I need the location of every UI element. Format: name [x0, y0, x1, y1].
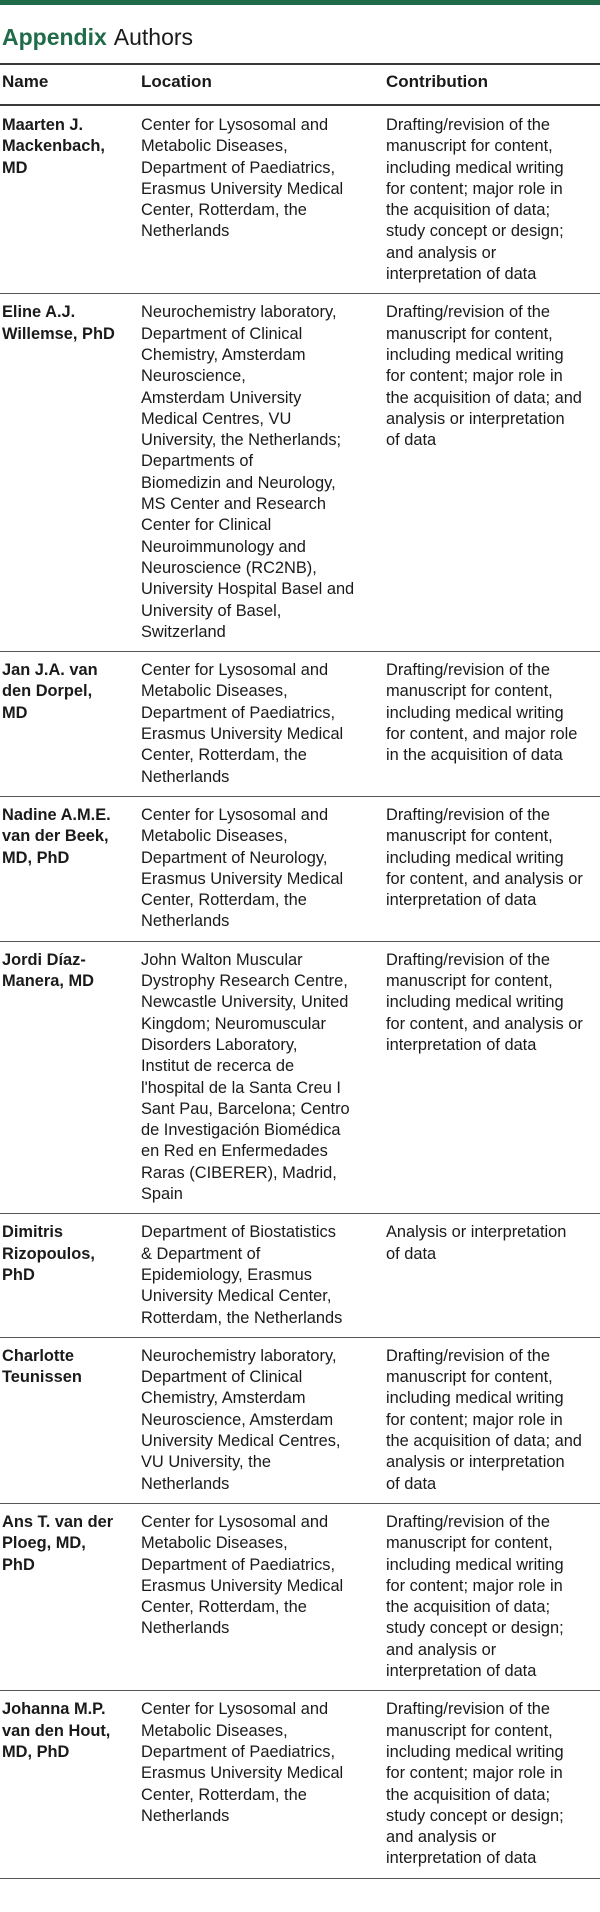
author-location-line: Center, Rotterdam, the	[141, 746, 307, 765]
author-name-line: Ploeg, MD,	[2, 1534, 86, 1553]
author-location-line: Center for Lysosomal and	[141, 1513, 329, 1531]
table-row	[0, 107, 600, 294]
author-location-line: Switzerland	[141, 622, 226, 641]
author-location-line: Erasmus University Medical	[141, 1764, 344, 1783]
author-contribution	[386, 1346, 598, 1495]
author-contribution-line: for content; major role in	[386, 367, 563, 386]
author-contribution-line: and analysis or	[386, 1640, 497, 1659]
column-header-name: Name	[2, 72, 49, 91]
author-location	[141, 660, 374, 788]
author-name	[2, 950, 135, 993]
author-contribution-line: the acquisition of data;	[386, 1785, 551, 1804]
author-contribution-line: including medical writing	[386, 1555, 564, 1574]
author-contribution-line: Drafting/revision of the	[386, 1513, 550, 1531]
author-location-line: Chemistry, Amsterdam	[141, 1389, 306, 1408]
author-location-line: Department of Paediatrics,	[141, 1555, 336, 1574]
author-location-line: Netherlands	[141, 912, 230, 931]
author-contribution-line: including medical writing	[386, 345, 564, 364]
table-row	[0, 942, 600, 1215]
author-location-line: Department of Neurology,	[141, 848, 328, 867]
author-location-line: Center for Lysosomal and	[141, 1700, 329, 1719]
author-contribution-line: interpretation of data	[386, 265, 537, 284]
author-contribution-line: Analysis or interpretation	[386, 1223, 567, 1242]
author-contribution	[386, 950, 598, 1056]
author-location-line: Disorders Laboratory,	[141, 1035, 298, 1054]
author-location	[141, 1222, 374, 1328]
header-bottom-rule	[0, 104, 600, 106]
author-location-line: Neurochemistry laboratory,	[141, 1346, 337, 1365]
author-location-line: Department of Clinical	[141, 1368, 303, 1387]
author-name-line: PhD	[2, 1555, 35, 1574]
author-name	[2, 1346, 135, 1389]
author-name	[2, 660, 135, 724]
table-row	[0, 1338, 600, 1504]
author-contribution-line: manuscript for content,	[386, 1368, 553, 1387]
author-location-line: l'hospital de la Santa Creu I	[141, 1078, 341, 1097]
author-name-line: Jan J.A. van	[2, 661, 98, 680]
author-name-line: Nadine A.M.E.	[2, 806, 111, 824]
author-contribution-line: for content, and major role	[386, 725, 578, 744]
author-contribution-line: for content; major role in	[386, 1764, 563, 1783]
author-name-line: Rizopoulos,	[2, 1244, 95, 1263]
author-location	[141, 805, 374, 933]
author-location-line: Metabolic Diseases,	[141, 1534, 288, 1553]
author-contribution-line: the acquisition of data; and	[386, 1432, 582, 1451]
author-contribution-line: manuscript for content,	[386, 682, 553, 701]
author-name-line: van den Hout,	[2, 1721, 111, 1740]
author-name	[2, 1512, 135, 1576]
author-contribution-line: Drafting/revision of the	[386, 661, 550, 680]
author-location-line: Chemistry, Amsterdam	[141, 345, 306, 364]
author-contribution-line: and analysis or	[386, 243, 497, 262]
author-contribution-line: study concept or design;	[386, 1806, 564, 1825]
author-contribution-line: in the acquisition of data	[386, 746, 563, 765]
author-name	[2, 1222, 135, 1286]
author-location-line: Erasmus University Medical	[141, 869, 344, 888]
author-name-line: MD, PhD	[2, 848, 70, 867]
appendix-label: Appendix	[2, 24, 107, 50]
author-location-line: Netherlands	[141, 1619, 230, 1638]
author-location-line: Netherlands	[141, 1806, 230, 1825]
author-contribution-line: study concept or design;	[386, 1619, 564, 1638]
author-name-line: MD	[2, 158, 28, 177]
author-location	[141, 1512, 374, 1640]
author-name-line: Johanna M.P.	[2, 1700, 106, 1719]
author-location-line: en Red en Enfermedades	[141, 1142, 328, 1161]
author-contribution-line: interpretation of data	[386, 891, 537, 910]
author-location-line: Erasmus University Medical	[141, 179, 344, 198]
author-contribution-line: the acquisition of data; and	[386, 388, 582, 407]
table-row	[0, 797, 600, 942]
author-location-line: Neuroscience,	[141, 367, 246, 386]
author-location-line: Kingdom; Neuromuscular	[141, 1014, 326, 1033]
author-location-line: MS Center and Research	[141, 495, 326, 514]
author-name	[2, 302, 135, 345]
table-row	[0, 1214, 600, 1338]
author-contribution-line: including medical writing	[386, 848, 564, 867]
author-location-line: Netherlands	[141, 767, 230, 786]
author-location-line: Biomedizin and Neurology,	[141, 473, 336, 492]
author-location-line: & Department of	[141, 1244, 261, 1263]
author-contribution-line: study concept or design;	[386, 222, 564, 241]
author-contribution-line: manuscript for content,	[386, 1534, 553, 1553]
author-location-line: Raras (CIBERER), Madrid,	[141, 1163, 337, 1182]
author-location-line: Center, Rotterdam, the	[141, 891, 307, 910]
author-contribution-line: the acquisition of data;	[386, 1598, 551, 1617]
author-location	[141, 950, 374, 1206]
author-contribution-line: for content; major role in	[386, 1410, 563, 1429]
author-contribution	[386, 660, 598, 766]
author-location	[141, 302, 374, 643]
author-location-line: Neuroscience, Amsterdam	[141, 1410, 334, 1429]
author-location-line: Spain	[141, 1185, 183, 1204]
author-contribution-line: including medical writing	[386, 158, 564, 177]
author-location-line: Department of Paediatrics,	[141, 703, 336, 722]
author-location-line: Medical Centres, VU	[141, 409, 292, 428]
author-contribution-line: including medical writing	[386, 1389, 564, 1408]
author-location-line: Dystrophy Research Centre,	[141, 972, 348, 991]
header-top-rule	[0, 63, 600, 65]
author-contribution-line: analysis or interpretation	[386, 1453, 565, 1472]
appendix-title	[2, 22, 193, 52]
author-name-line: MD, PhD	[2, 1742, 70, 1761]
author-location-line: VU University, the	[141, 1453, 271, 1472]
author-contribution-line: for content, and analysis or	[386, 869, 583, 888]
author-name	[2, 1699, 135, 1763]
table-row	[0, 294, 600, 652]
author-contribution-line: including medical writing	[386, 703, 564, 722]
author-name	[2, 805, 135, 869]
author-location-line: Erasmus University Medical	[141, 725, 344, 744]
author-location-line: University Hospital Basel and	[141, 580, 355, 599]
author-name-line: Dimitris	[2, 1223, 64, 1242]
author-contribution-line: manuscript for content,	[386, 324, 553, 343]
top-accent-rule	[0, 0, 600, 5]
author-contribution-line: manuscript for content,	[386, 1721, 553, 1740]
author-name-line: Willemse, PhD	[2, 324, 115, 343]
author-location-line: Sant Pau, Barcelona; Centro	[141, 1099, 350, 1118]
author-location-line: Neuroimmunology and	[141, 537, 306, 556]
author-location-line: de Investigación Biomédica	[141, 1121, 341, 1140]
author-contribution-line: Drafting/revision of the	[386, 116, 550, 134]
author-contribution-line: for content; major role in	[386, 179, 563, 198]
table-row	[0, 1691, 600, 1878]
author-contribution-line: Drafting/revision of the	[386, 1700, 550, 1719]
author-location-line: University Medical Center,	[141, 1287, 332, 1306]
author-location-line: Newcastle University, United	[141, 993, 349, 1012]
author-location-line: John Walton Muscular	[141, 950, 303, 969]
author-location-line: Department of Clinical	[141, 324, 303, 343]
column-header-location: Location	[141, 72, 212, 91]
author-name-line: Maarten J.	[2, 116, 84, 134]
column-header-contribution: Contribution	[386, 72, 488, 91]
author-location-line: Center, Rotterdam, the	[141, 1598, 307, 1617]
author-location-line: Metabolic Diseases,	[141, 827, 288, 846]
author-location-line: Departments of	[141, 452, 254, 471]
authors-label: Authors	[113, 24, 194, 50]
author-contribution-line: and analysis or	[386, 1828, 497, 1847]
author-contribution	[386, 115, 598, 285]
author-name-line: Jordi Díaz-	[2, 950, 86, 969]
author-name-line: PhD	[2, 1265, 35, 1284]
author-contribution-line: Drafting/revision of the	[386, 303, 550, 322]
author-location-line: Department of Paediatrics,	[141, 1742, 336, 1761]
author-location-line: Center for Lysosomal and	[141, 661, 329, 680]
author-name-line: MD	[2, 703, 28, 722]
author-contribution-line: manuscript for content,	[386, 137, 553, 156]
author-location-line: Center for Clinical	[141, 516, 272, 535]
author-contribution	[386, 1222, 598, 1265]
author-contribution-line: of data	[386, 1474, 437, 1493]
author-contribution	[386, 1699, 598, 1869]
author-location-line: Netherlands	[141, 1474, 230, 1493]
author-location	[141, 115, 374, 243]
author-name-line: den Dorpel,	[2, 682, 93, 701]
author-location	[141, 1699, 374, 1827]
author-contribution-line: for content; major role in	[386, 1576, 563, 1595]
author-location-line: Metabolic Diseases,	[141, 682, 288, 701]
author-location-line: Erasmus University Medical	[141, 1576, 344, 1595]
author-location-line: Center, Rotterdam, the	[141, 1785, 307, 1804]
author-contribution-line: manuscript for content,	[386, 972, 553, 991]
author-name-line: Eline A.J.	[2, 303, 76, 322]
author-contribution-line: manuscript for content,	[386, 827, 553, 846]
author-location-line: Department of Biostatistics	[141, 1223, 336, 1242]
author-location-line: Netherlands	[141, 222, 230, 241]
author-location-line: University, the Netherlands;	[141, 431, 342, 450]
author-contribution-line: Drafting/revision of the	[386, 950, 550, 969]
author-name-line: Ans T. van der	[2, 1513, 114, 1531]
table-row	[0, 652, 600, 797]
author-contribution-line: interpretation of data	[386, 1662, 537, 1681]
author-contribution-line: Drafting/revision of the	[386, 1346, 550, 1365]
author-location-line: Center for Lysosomal and	[141, 116, 329, 134]
author-name	[2, 115, 135, 179]
author-location-line: Rotterdam, the Netherlands	[141, 1308, 343, 1327]
author-name-line: van der Beek,	[2, 827, 109, 846]
author-location-line: Metabolic Diseases,	[141, 137, 288, 156]
author-contribution	[386, 1512, 598, 1682]
author-location-line: Department of Paediatrics,	[141, 158, 336, 177]
author-contribution-line: interpretation of data	[386, 1035, 537, 1054]
author-location-line: Metabolic Diseases,	[141, 1721, 288, 1740]
row-divider	[0, 1878, 600, 1879]
author-location-line: Amsterdam University	[141, 388, 302, 407]
author-contribution-line: interpretation of data	[386, 1849, 537, 1868]
table-row	[0, 1504, 600, 1691]
author-location-line: University Medical Centres,	[141, 1432, 341, 1451]
author-contribution-line: of data	[386, 1244, 437, 1263]
author-contribution-line: analysis or interpretation	[386, 409, 565, 428]
author-location-line: Center, Rotterdam, the	[141, 201, 307, 220]
author-contribution-line: including medical writing	[386, 1742, 564, 1761]
author-contribution	[386, 805, 598, 911]
author-name-line: Charlotte	[2, 1346, 74, 1365]
author-contribution-line: Drafting/revision of the	[386, 806, 550, 824]
author-location-line: University of Basel,	[141, 601, 282, 620]
author-location-line: Center for Lysosomal and	[141, 806, 329, 824]
author-contribution-line: the acquisition of data;	[386, 201, 551, 220]
author-contribution-line: of data	[386, 431, 437, 450]
author-location-line: Epidemiology, Erasmus	[141, 1265, 312, 1284]
author-contribution	[386, 302, 598, 451]
author-location-line: Neurochemistry laboratory,	[141, 303, 337, 322]
author-name-line: Mackenbach,	[2, 137, 105, 156]
author-contribution-line: for content, and analysis or	[386, 1014, 583, 1033]
author-name-line: Teunissen	[2, 1368, 82, 1387]
author-location-line: Institut de recerca de	[141, 1057, 295, 1076]
author-name-line: Manera, MD	[2, 972, 94, 991]
author-contribution-line: including medical writing	[386, 993, 564, 1012]
author-location-line: Neuroscience (RC2NB),	[141, 558, 317, 577]
author-location	[141, 1346, 374, 1495]
